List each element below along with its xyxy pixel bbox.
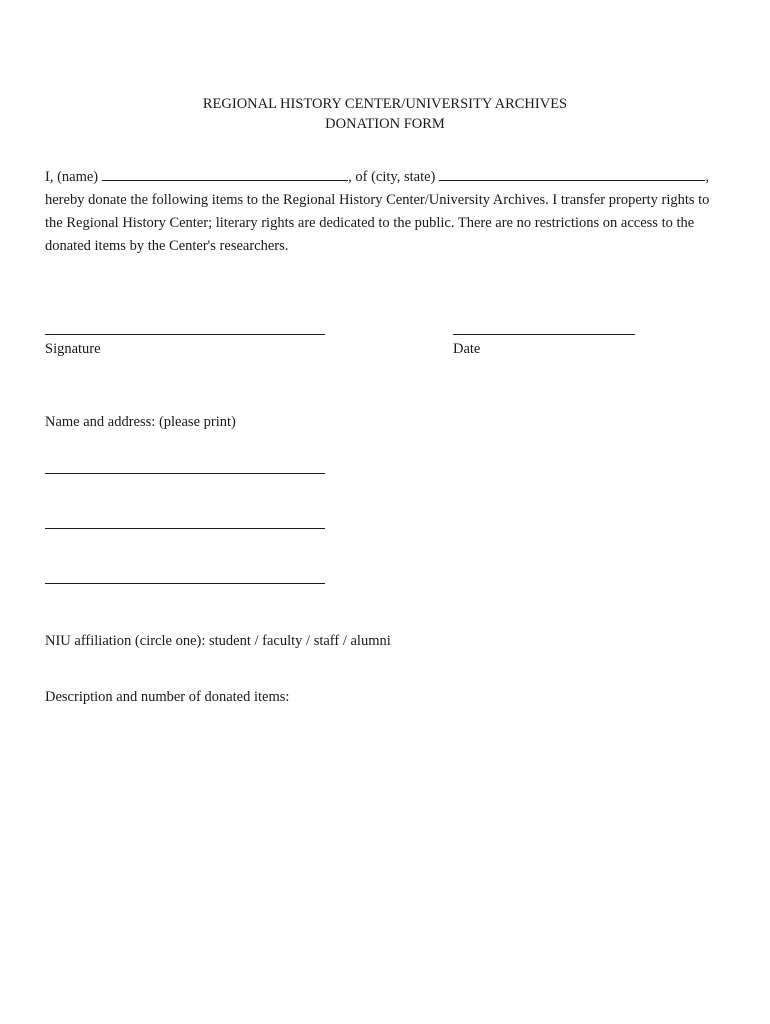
- statement-body: hereby donate the following items to the Regional History Center/University Archives. I transfer property rights to the Regional History Center; literary rights are dedicated to the public. There are no restrictions on access to the donated items by the Center's researchers.: [45, 192, 710, 254]
- statement-first-line: [45, 166, 730, 189]
- statement-comma: ,: [705, 169, 709, 185]
- signature-label: Signature: [45, 341, 101, 357]
- name-prefix-label: I, (name): [45, 169, 99, 185]
- affiliation-label: NIU affiliation (circle one): student / faculty / staff / alumni: [45, 633, 391, 649]
- title-line-2: DONATION FORM: [325, 116, 445, 132]
- description-label: Description and number of donated items:: [45, 689, 290, 705]
- date-line[interactable]: [453, 334, 635, 335]
- donor-name-field[interactable]: [102, 168, 348, 181]
- date-label: Date: [453, 341, 481, 357]
- form-title: [0, 94, 770, 134]
- city-state-field[interactable]: [439, 168, 705, 181]
- donation-statement: [45, 166, 730, 258]
- signature-line[interactable]: [45, 334, 325, 335]
- name-address-label: Name and address: (please print): [45, 414, 236, 430]
- address-line-3[interactable]: [45, 583, 325, 584]
- address-line-1[interactable]: [45, 473, 325, 474]
- city-state-label: , of (city, state): [348, 169, 436, 185]
- address-line-2[interactable]: [45, 528, 325, 529]
- title-line-1: REGIONAL HISTORY CENTER/UNIVERSITY ARCHIVES: [202, 96, 568, 112]
